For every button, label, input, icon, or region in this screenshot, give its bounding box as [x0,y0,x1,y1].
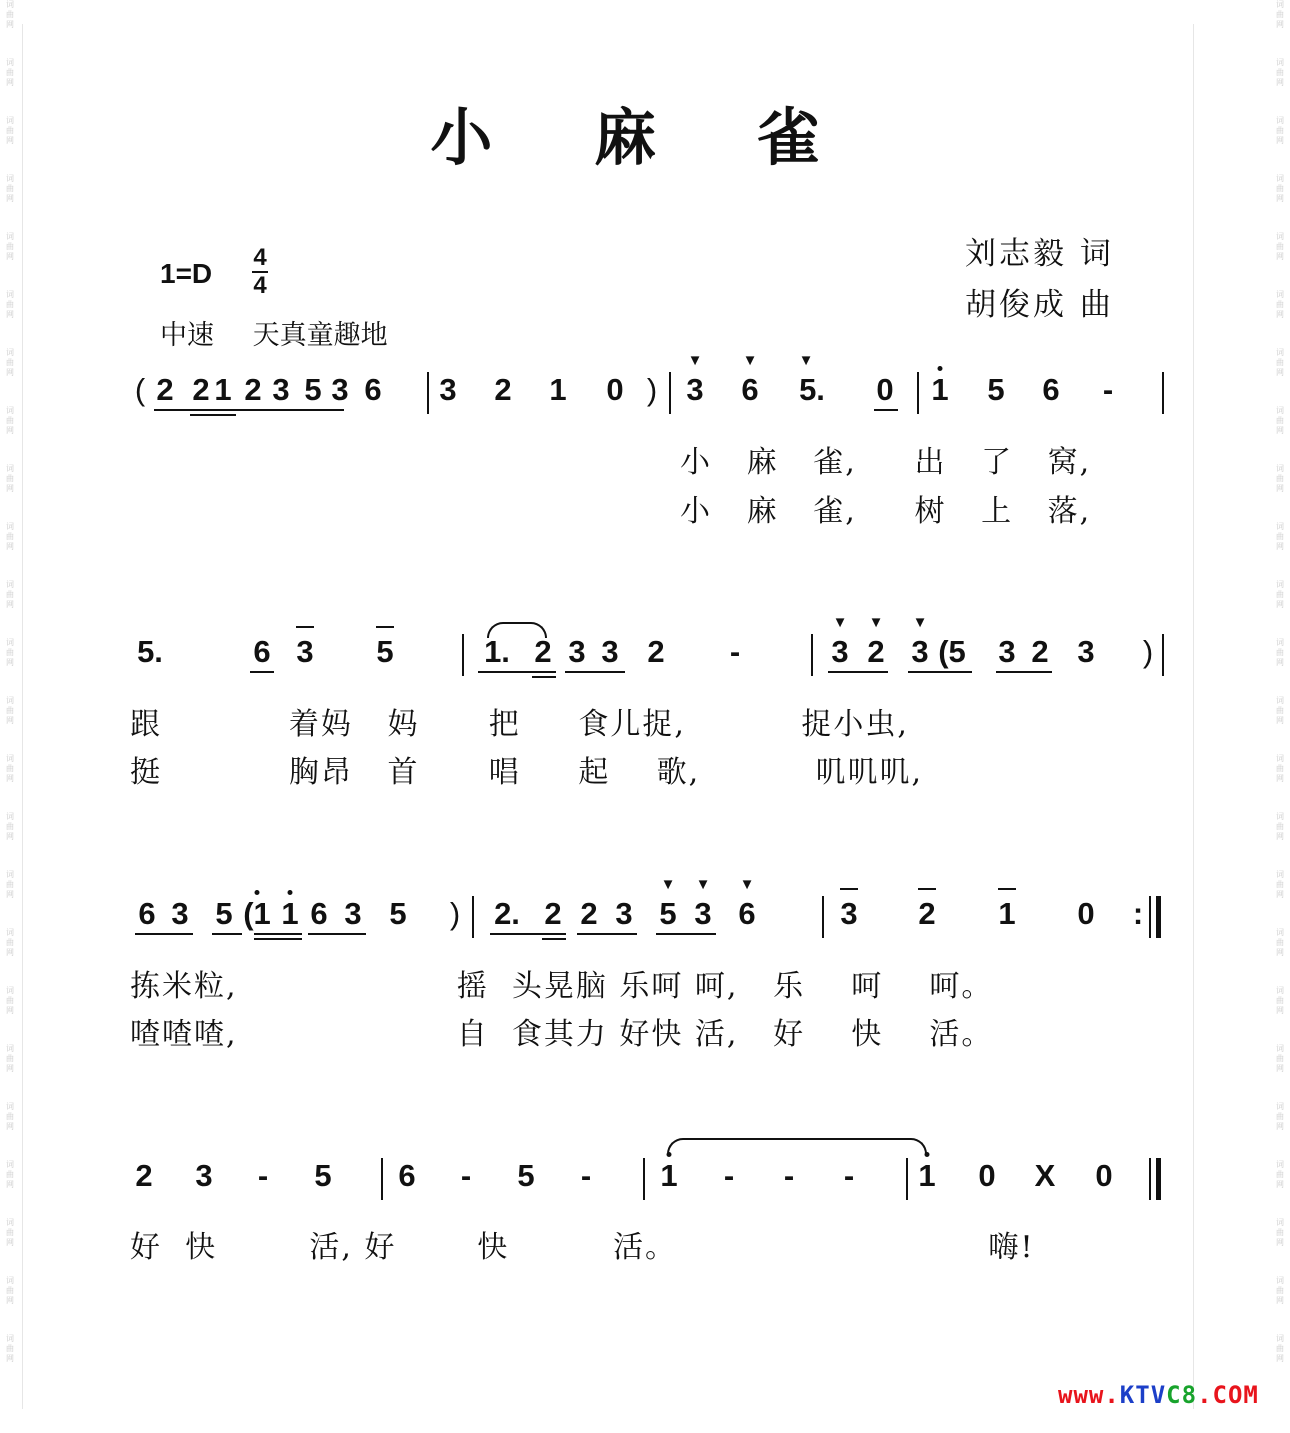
watermark-right: 词 曲 网 词 曲 网 词 曲 网 词 曲 网 词 曲 网 词 曲 网 词 曲 网 词 曲 网 词 曲 网 词 曲 网 词 曲 网 词 曲 网 词 曲 网 词 曲 网 词 曲 网 词 曲 网 词 曲 网 词 曲 网 词 曲 网 词 曲 网 词 曲 网 词 曲 网 词 曲 网 词 曲 网 [1276,0,1284,1363]
note: ( [134,372,146,407]
underline [490,933,566,935]
note: 2 [918,896,936,931]
note: 3 [439,372,457,407]
time-sig-bottom: 4 [253,272,267,299]
note: 2 [192,372,210,407]
note: (1 [243,896,271,931]
note: 2 [647,634,665,669]
accent-mark: ▼ [912,614,928,631]
note: 2 [135,1158,153,1193]
note: - [783,1158,795,1193]
note: 6 [741,372,759,407]
note: 1 [660,1158,678,1193]
note: 1 [918,1158,936,1193]
staff-row-1 [0,352,1290,432]
barline [822,896,824,938]
note: 3 [331,372,349,407]
note: 1 [281,896,299,931]
underline [996,671,1052,673]
underline [308,933,366,935]
overline [998,888,1016,890]
note: ) [449,896,461,931]
note: 2 [867,634,885,669]
underline [565,671,625,673]
note: - [723,1158,735,1193]
underline [828,671,888,673]
barline [917,372,919,414]
barline [462,634,464,676]
accent-mark: ▼ [832,614,848,631]
tie [667,1138,927,1154]
overline [918,888,936,890]
note: 1 [549,372,567,407]
lyric-line-1b: 小 麻 雀, 树 上 落, [680,494,1092,529]
note: 2 [494,372,512,407]
accent-mark: ▼ [868,614,884,631]
note: 1 [931,372,949,407]
note: 2 [580,896,598,931]
note: - [1102,372,1114,407]
note: 6 [138,896,156,931]
watermark-left: 词 曲 网 词 曲 网 词 曲 网 词 曲 网 词 曲 网 词 曲 网 词 曲 网 词 曲 网 词 曲 网 词 曲 网 词 曲 网 词 曲 网 词 曲 网 词 曲 网 词 曲 网 词 曲 网 词 曲 网 词 曲 网 词 曲 网 词 曲 网 词 曲 网 词 曲 网 词 曲 网 词 曲 网 [6,0,14,1363]
underline [254,938,302,940]
note: 2 [1031,634,1049,669]
overline [296,626,314,628]
note: 3 [615,896,633,931]
staff-row-3 [0,876,1290,956]
note: 6 [364,372,382,407]
note: 2 [156,372,174,407]
lyric-line-2a: 跟 着妈 妈 把 食儿捉, 捉小虫, [130,707,909,742]
note: 3 [195,1158,213,1193]
staff-row-2 [0,614,1290,694]
repeat-dots: : [1132,896,1144,931]
note: 2. [494,896,520,931]
note: 2 [244,372,262,407]
lyric-line-4: 好 快 活, 好 快 活。 嗨! [130,1230,1035,1265]
note: 2 [544,896,562,931]
repeat-barline [1156,896,1161,938]
barline [669,372,671,414]
note: 5 [987,372,1005,407]
staff-row-4 [0,1158,1290,1218]
note: 1. [484,634,510,669]
note: 3 [998,634,1016,669]
underline [478,671,556,673]
note: 5 [389,896,407,931]
note: 5 [215,896,233,931]
underline [577,933,637,935]
barline [1162,372,1164,414]
overline [840,888,858,890]
note: 3 [840,896,858,931]
lyricist-credit: 刘志毅 词 [965,236,1114,272]
tempo-speed: 中速 [160,320,214,351]
site-watermark[interactable]: www.KTVC8.COM [1058,1381,1259,1409]
accent-mark: ▼ [798,352,814,369]
note: 3 [601,634,619,669]
barline [906,1158,908,1200]
octave-dot [667,1152,672,1157]
accent-mark: ▼ [660,876,676,893]
note: - [843,1158,855,1193]
lyric-line-1a: 小 麻 雀, 出 了 窝, [680,445,1092,480]
underline [154,409,344,411]
note: 3 [171,896,189,931]
note: 3 [568,634,586,669]
underline [212,933,242,935]
barline [1149,896,1151,938]
octave-dot [938,366,943,371]
lyric-line-3a: 拣米粒, 摇 头晃脑 乐呵 呵, 乐 呵 呵。 [130,969,994,1004]
accent-mark: ▼ [695,876,711,893]
note: X [1034,1158,1056,1193]
octave-dot [255,890,260,895]
note: 3 [694,896,712,931]
note: 6 [1042,372,1060,407]
note: 3 [296,634,314,669]
underline [874,409,898,411]
composer-credit: 胡俊成 曲 [965,287,1114,323]
note: 5 [314,1158,332,1193]
note: ) [646,372,658,407]
underline [542,938,566,940]
barline [811,634,813,676]
barline [427,372,429,414]
note: (5 [938,634,966,669]
note: 0 [1077,896,1095,931]
note: 5. [799,372,825,407]
note: 0 [1095,1158,1113,1193]
note: 5 [659,896,677,931]
accent-mark: ▼ [739,876,755,893]
underline [656,933,716,935]
note: 6 [310,896,328,931]
overline [376,626,394,628]
accent-mark: ▼ [742,352,758,369]
time-sig-top: 4 [253,244,267,271]
octave-dot [288,890,293,895]
barline [1149,1158,1151,1200]
note: - [580,1158,592,1193]
note: 3 [911,634,929,669]
song-title: 小 麻 雀 [430,101,860,174]
note: 1 [214,372,232,407]
note: 0 [876,372,894,407]
note: 3 [686,372,704,407]
underline [532,676,556,678]
underline [908,671,972,673]
barline [381,1158,383,1200]
lyric-line-3b: 喳喳喳, 自 食其力 好快 活, 好 快 活。 [130,1017,994,1052]
underline [254,933,302,935]
barline [1162,634,1164,676]
accent-mark: ▼ [687,352,703,369]
barline [643,1158,645,1200]
note: 5 [517,1158,535,1193]
underline [250,671,274,673]
note: 3 [1077,634,1095,669]
tempo-expression: 天真童趣地 [252,320,388,351]
note: 5 [304,372,322,407]
note: 6 [398,1158,416,1193]
key-signature: 1=D [160,258,213,289]
note: 0 [978,1158,996,1193]
note: 2 [534,634,552,669]
final-barline [1156,1158,1161,1200]
note: ) [1142,634,1154,669]
note: - [729,634,741,669]
note: 5. [137,634,163,669]
underline [190,414,236,416]
note: 3 [272,372,290,407]
note: 6 [253,634,271,669]
note: - [257,1158,269,1193]
note: - [460,1158,472,1193]
note: 0 [606,372,624,407]
barline [472,896,474,938]
tempo-marking [160,313,418,352]
note: 1 [998,896,1016,931]
time-signature [250,245,270,299]
note: 6 [738,896,756,931]
note: 3 [344,896,362,931]
octave-dot [925,1152,930,1157]
underline [135,933,193,935]
lyric-line-2b: 挺 胸昂 首 唱 起 歌, 叽叽叽, [130,755,924,790]
note: 3 [831,634,849,669]
note: 5 [376,634,394,669]
